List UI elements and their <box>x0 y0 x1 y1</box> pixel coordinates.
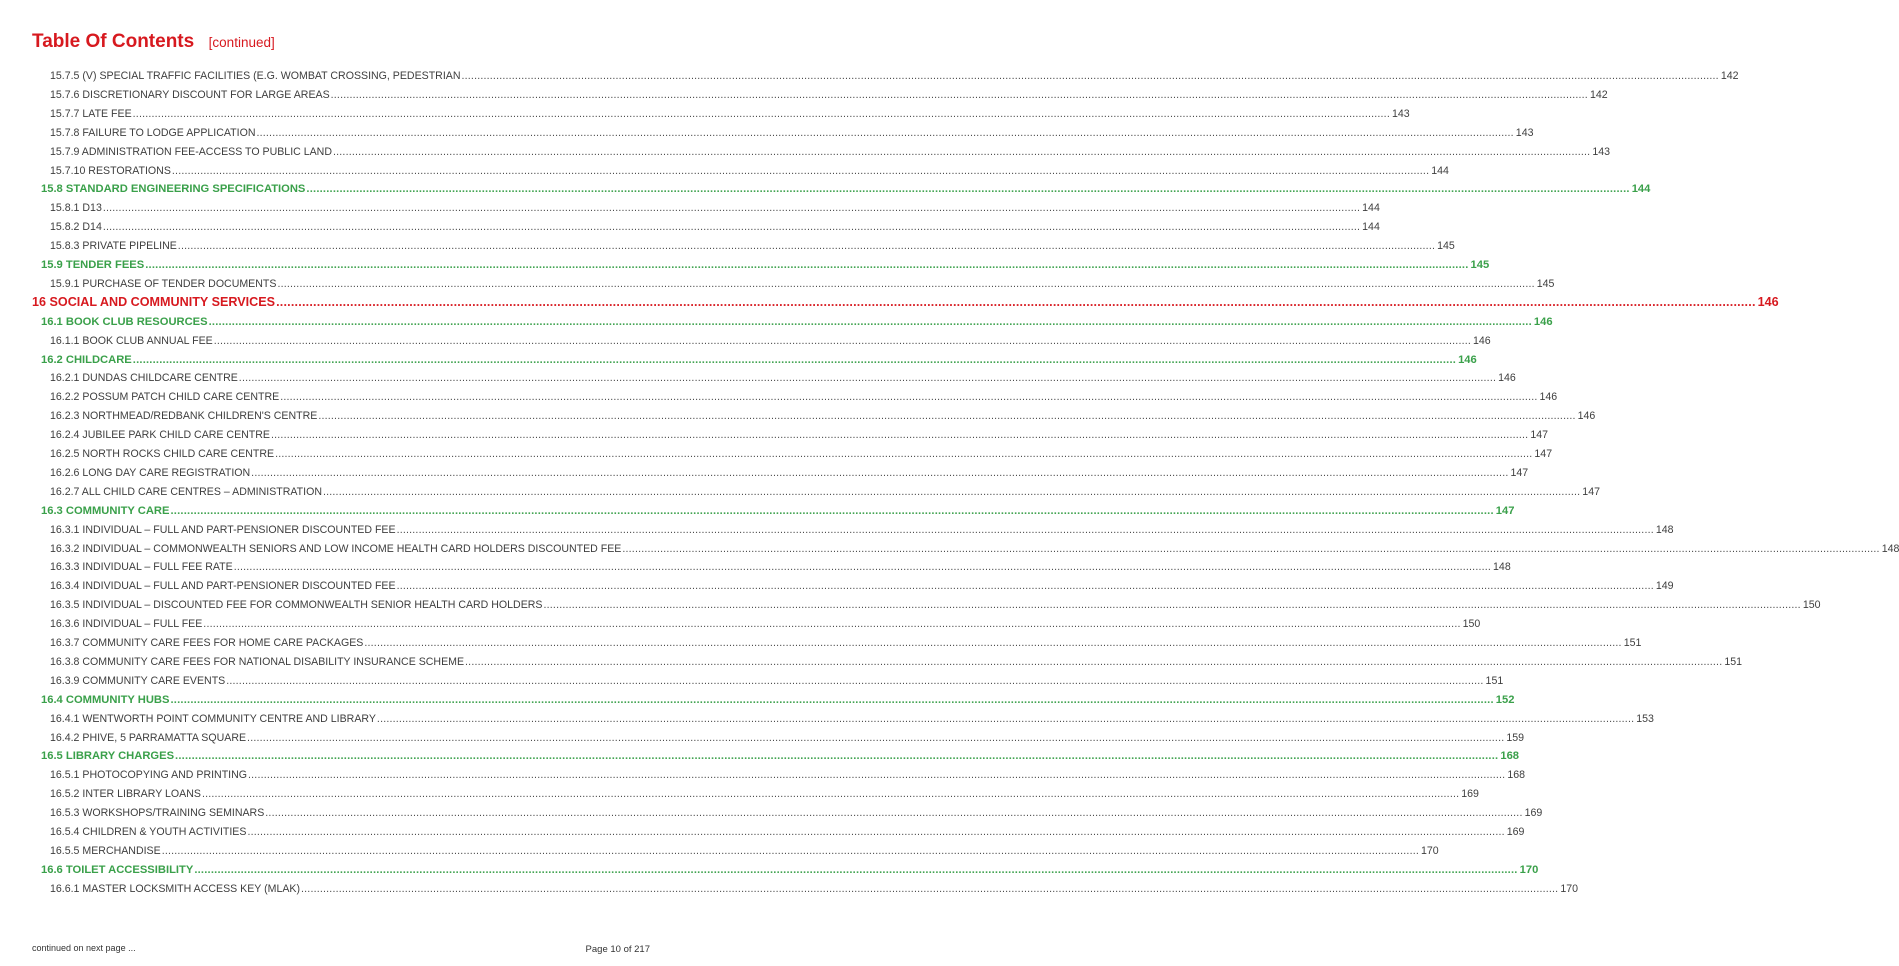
toc-entry-page: 168 <box>1500 750 1520 763</box>
toc-entry-label: 16.3.2 INDIVIDUAL – COMMONWEALTH SENIORS AND LOW INCOME HEALTH CARD HOLDERS DISCOUNTED FEE <box>50 542 622 555</box>
toc-entry-page: 148 <box>1655 523 1674 536</box>
toc-entry-page: 170 <box>1519 863 1539 876</box>
toc-entry[interactable] <box>50 63 1739 82</box>
toc-dot-leader: ................................................................................................................................................................................................................................................................................................................................................................................................................ <box>226 674 1484 687</box>
toc-entry-page: 169 <box>1461 788 1479 801</box>
toc-entry[interactable] <box>50 328 1491 347</box>
toc-entry-page: 142 <box>1589 88 1608 101</box>
toc-dot-leader: ................................................................................................................................................................................................................................................................................................................................................................................................................ <box>203 618 1461 631</box>
toc-entry-label: 16.2.6 LONG DAY CARE REGISTRATION <box>50 466 251 479</box>
toc-dot-leader: ................................................................................................................................................................................................................................................................................................................................................................................................................ <box>145 259 1469 271</box>
toc-entry[interactable] <box>50 819 1525 838</box>
toc-entry-page: 145 <box>1470 259 1490 271</box>
toc-dot-leader: ................................................................................................................................................................................................................................................................................................................................................................................................................ <box>201 788 1460 801</box>
toc-dot-leader: ................................................................................................................................................................................................................................................................................................................................................................................................................ <box>194 863 1518 876</box>
toc-entry-label: 16.5.4 CHILDREN & YOUTH ACTIVITIES <box>50 826 247 838</box>
toc-entry[interactable] <box>50 517 1674 536</box>
toc-entry[interactable] <box>50 592 1821 612</box>
toc-entry-page: 159 <box>1506 731 1525 744</box>
toc-entry-label: 15.7.9 ADMINISTRATION FEE-ACCESS TO PUBLIC LAND <box>50 145 332 158</box>
toc-entry[interactable] <box>50 479 1600 498</box>
toc-dot-leader: ................................................................................................................................................................................................................................................................................................................................................................................................................ <box>318 410 1576 423</box>
toc-dot-leader: ................................................................................................................................................................................................................................................................................................................................................................................................................ <box>102 221 1361 234</box>
toc-entry-label: 16.6.1 MASTER LOCKSMITH ACCESS KEY (MLAK) <box>50 882 301 895</box>
toc-entry-page: 146 <box>1539 391 1558 404</box>
toc-entry-page: 144 <box>1362 221 1380 234</box>
toc-dot-leader: ................................................................................................................................................................................................................................................................................................................................................................................................................ <box>247 731 1505 744</box>
toc-dot-leader: ................................................................................................................................................................................................................................................................................................................................................................................................................ <box>322 485 1581 498</box>
toc-entry-page: 168 <box>1507 769 1526 782</box>
toc-entry[interactable] <box>50 403 1596 423</box>
toc-entry[interactable] <box>50 158 1449 177</box>
toc-entry-page: 151 <box>1485 674 1504 687</box>
toc-dot-leader: ................................................................................................................................................................................................................................................................................................................................................................................................................ <box>271 429 1529 442</box>
toc-dot-leader: ................................................................................................................................................................................................................................................................................................................................................................................................................ <box>276 295 1756 310</box>
toc-entry-page: 144 <box>1631 183 1651 196</box>
toc-entry-label: 16.1 BOOK CLUB RESOURCES <box>41 315 208 328</box>
toc-entry-label: 16.5.2 INTER LIBRARY LOANS <box>50 788 201 801</box>
toc-dot-leader: ................................................................................................................................................................................................................................................................................................................................................................................................................ <box>461 70 1719 82</box>
toc-entry-page: 143 <box>1391 107 1410 120</box>
toc-entry-page: 148 <box>1493 561 1511 574</box>
toc-entry[interactable] <box>41 176 1651 196</box>
toc-entry[interactable] <box>50 384 1558 404</box>
toc-entry[interactable] <box>50 82 1608 101</box>
toc-entry-label: 16.3.3 INDIVIDUAL – FULL FEE RATE <box>50 561 233 574</box>
toc-entry-label: 16.5.1 PHOTOCOPYING AND PRINTING <box>50 769 248 782</box>
toc-entry[interactable] <box>50 573 1674 593</box>
toc-entry-label: 16.2.2 POSSUM PATCH CHILD CARE CENTRE <box>50 391 280 404</box>
toc-entry-page: 147 <box>1495 504 1515 517</box>
toc-entry[interactable] <box>50 101 1410 120</box>
toc-dot-leader: ................................................................................................................................................................................................................................................................................................................................................................................................................ <box>170 693 1494 706</box>
toc-entry-page: 147 <box>1530 429 1548 442</box>
toc-entry[interactable] <box>50 649 1743 668</box>
toc-dot-leader: ................................................................................................................................................................................................................................................................................................................................................................................................................ <box>208 315 1532 328</box>
toc-entry-page: 151 <box>1724 655 1743 668</box>
toc-entry-label: 16.4 COMMUNITY HUBS <box>41 693 170 706</box>
toc-entry-page: 149 <box>1655 580 1674 593</box>
toc-entry-page: 144 <box>1362 202 1380 215</box>
toc-entry-label: 16.2 CHILDCARE <box>41 353 132 366</box>
toc-entry[interactable] <box>41 687 1515 706</box>
toc-entry[interactable] <box>50 536 1899 555</box>
toc-entry[interactable] <box>50 139 1610 158</box>
toc-dot-leader: ................................................................................................................................................................................................................................................................................................................................................................................................................ <box>177 240 1436 253</box>
toc-entry-page: 147 <box>1582 485 1600 498</box>
toc-entry[interactable] <box>41 347 1477 366</box>
toc-entry-label: 16.2.1 DUNDAS CHILDCARE CENTRE <box>50 372 238 385</box>
toc-entry-page: 145 <box>1437 240 1455 253</box>
toc-dot-leader: ................................................................................................................................................................................................................................................................................................................................................................................................................ <box>102 202 1361 215</box>
toc-entry[interactable] <box>41 743 1520 763</box>
toc-dot-leader: ................................................................................................................................................................................................................................................................................................................................................................................................................ <box>132 107 1390 120</box>
toc-entry[interactable] <box>50 630 1642 649</box>
toc-entry-label: 16.3.8 COMMUNITY CARE FEES FOR NATIONAL DISABILITY INSURANCE SCHEME <box>50 655 465 668</box>
title-continued: [continued] <box>208 35 275 50</box>
toc-entry-page: 150 <box>1462 618 1481 631</box>
title-text: Table Of Contents <box>32 31 195 52</box>
toc-dot-leader: ................................................................................................................................................................................................................................................................................................................................................................................................................ <box>132 353 1457 366</box>
toc-entry[interactable] <box>50 838 1439 857</box>
toc-entry-label: 15.8.3 PRIVATE PIPELINE <box>50 240 177 253</box>
toc-entry-page: 153 <box>1636 712 1654 725</box>
toc-entry-label: 15.7.10 RESTORATIONS <box>50 164 171 177</box>
toc-entry-label: 16.5 LIBRARY CHARGES <box>41 750 175 763</box>
toc-dot-leader: ................................................................................................................................................................................................................................................................................................................................................................................................................ <box>396 523 1654 536</box>
toc-dot-leader: ................................................................................................................................................................................................................................................................................................................................................................................................................ <box>161 844 1419 857</box>
toc-dot-leader: ................................................................................................................................................................................................................................................................................................................................................................................................................ <box>280 391 1538 404</box>
toc-entry-page: 146 <box>1498 372 1516 385</box>
toc-entry-label: 16.3 COMMUNITY CARE <box>41 504 170 517</box>
toc-entry-label: 16.5.5 MERCHANDISE <box>50 844 161 857</box>
toc-entry[interactable] <box>50 611 1481 631</box>
toc-dot-leader: ................................................................................................................................................................................................................................................................................................................................................................................................................ <box>622 542 1880 555</box>
toc-entry[interactable] <box>50 800 1543 820</box>
toc-entry-label: 16.3.4 INDIVIDUAL – FULL AND PART-PENSIONER DISCOUNTED FEE <box>50 580 396 593</box>
toc-entry-label: 16.3.1 INDIVIDUAL – FULL AND PART-PENSIONER DISCOUNTED FEE <box>50 523 396 536</box>
toc-entry[interactable] <box>50 195 1380 215</box>
toc-entry-label: 15.7.8 FAILURE TO LODGE APPLICATION <box>50 126 256 139</box>
toc-entry[interactable] <box>50 441 1553 460</box>
continued-note: continued on next page ... <box>32 943 136 953</box>
page-title <box>32 31 275 53</box>
toc-entry-page: 169 <box>1506 826 1525 838</box>
toc-entry[interactable] <box>50 233 1455 253</box>
toc-entry[interactable] <box>41 309 1553 328</box>
toc-entry[interactable] <box>41 252 1490 271</box>
toc-entry-label: 15.8 STANDARD ENGINEERING SPECIFICATIONS <box>41 183 306 196</box>
toc-entry-label: 16.3.9 COMMUNITY CARE EVENTS <box>50 674 226 687</box>
toc-entry-label: 16.2.3 NORTHMEAD/REDBANK CHILDREN'S CENTRE <box>50 410 318 423</box>
toc-entry[interactable] <box>32 290 1779 310</box>
toc-entry-label: 15.8.1 D13 <box>50 202 102 215</box>
toc-dot-leader: ................................................................................................................................................................................................................................................................................................................................................................................................................ <box>330 88 1588 101</box>
toc-dot-leader: ................................................................................................................................................................................................................................................................................................................................................................................................................ <box>256 126 1514 139</box>
toc-entry-label: 16.5.3 WORKSHOPS/TRAINING SEMINARS <box>50 807 265 820</box>
toc-entry-page: 145 <box>1536 277 1555 290</box>
toc-entry-label: 16.6 TOILET ACCESSIBILITY <box>41 863 194 876</box>
toc-dot-leader: ................................................................................................................................................................................................................................................................................................................................................................................................................ <box>275 448 1533 460</box>
toc-entry-label: 16.4.2 PHIVE, 5 PARRAMATTA SQUARE <box>50 731 247 744</box>
toc-entry[interactable] <box>50 876 1579 895</box>
toc-dot-leader: ................................................................................................................................................................................................................................................................................................................................................................................................................ <box>233 561 1492 574</box>
toc-entry[interactable] <box>50 365 1516 385</box>
toc-entry[interactable] <box>41 498 1515 517</box>
toc-entry[interactable] <box>41 857 1539 876</box>
toc-entry-page: 142 <box>1720 70 1739 82</box>
toc-entry-label: 16.1.1 BOOK CLUB ANNUAL FEE <box>50 334 213 347</box>
toc-entry[interactable] <box>50 214 1380 234</box>
toc-entry-page: 170 <box>1421 844 1439 857</box>
toc-entry[interactable] <box>50 422 1548 442</box>
toc-entry-page: 146 <box>1757 295 1779 310</box>
toc-entry-label: 15.8.2 D14 <box>50 221 102 234</box>
toc-entry-page: 147 <box>1510 466 1529 479</box>
toc-entry-page: 150 <box>1802 599 1821 612</box>
toc-entry-label: 16.3.7 COMMUNITY CARE FEES FOR HOME CARE PACKAGES <box>50 637 364 649</box>
toc-entry[interactable] <box>50 668 1504 687</box>
toc-entry-page: 146 <box>1577 410 1596 423</box>
toc-entry-label: 15.7.6 DISCRETIONARY DISCOUNT FOR LARGE AREAS <box>50 88 330 101</box>
toc-entry-label: 15.9.1 PURCHASE OF TENDER DOCUMENTS <box>50 277 277 290</box>
toc-dot-leader: ................................................................................................................................................................................................................................................................................................................................................................................................................ <box>248 769 1506 782</box>
toc-dot-leader: ................................................................................................................................................................................................................................................................................................................................................................................................................ <box>277 277 1535 290</box>
toc-entry-page: 148 <box>1881 542 1899 555</box>
toc-entry-label: 15.7.7 LATE FEE <box>50 107 132 120</box>
toc-entry-label: 16.2.5 NORTH ROCKS CHILD CARE CENTRE <box>50 448 275 460</box>
toc-entry-page: 143 <box>1592 145 1610 158</box>
toc-dot-leader: ................................................................................................................................................................................................................................................................................................................................................................................................................ <box>175 750 1499 763</box>
toc-dot-leader: ................................................................................................................................................................................................................................................................................................................................................................................................................ <box>251 466 1509 479</box>
toc-dot-leader: ................................................................................................................................................................................................................................................................................................................................................................................................................ <box>465 655 1723 668</box>
toc-entry-page: 146 <box>1473 334 1491 347</box>
toc-dot-leader: ................................................................................................................................................................................................................................................................................................................................................................................................................ <box>396 580 1654 593</box>
toc-entry-label: 16 SOCIAL AND COMMUNITY SERVICES <box>32 295 276 310</box>
toc-dot-leader: ................................................................................................................................................................................................................................................................................................................................................................................................................ <box>376 712 1635 725</box>
toc-dot-leader: ................................................................................................................................................................................................................................................................................................................................................................................................................ <box>265 807 1523 820</box>
toc-entry-page: 151 <box>1623 637 1642 649</box>
toc-dot-leader: ................................................................................................................................................................................................................................................................................................................................................................................................................ <box>170 504 1494 517</box>
toc-dot-leader: ................................................................................................................................................................................................................................................................................................................................................................................................................ <box>364 637 1622 649</box>
toc-dot-leader: ................................................................................................................................................................................................................................................................................................................................................................................................................ <box>213 334 1472 347</box>
toc-dot-leader: ................................................................................................................................................................................................................................................................................................................................................................................................................ <box>247 826 1505 838</box>
toc-entry[interactable] <box>50 120 1534 139</box>
toc-entry-page: 147 <box>1534 448 1553 460</box>
toc-entry[interactable] <box>50 725 1525 744</box>
toc-entry-label: 16.3.6 INDIVIDUAL – FULL FEE <box>50 618 203 631</box>
toc-entry[interactable] <box>50 706 1654 725</box>
toc-dot-leader: ................................................................................................................................................................................................................................................................................................................................................................................................................ <box>238 372 1497 385</box>
toc-entry-page: 143 <box>1515 126 1534 139</box>
toc-entry[interactable] <box>50 781 1479 801</box>
toc-entry-page: 170 <box>1560 882 1579 895</box>
toc-dot-leader: ................................................................................................................................................................................................................................................................................................................................................................................................................ <box>171 164 1430 177</box>
toc-entry-label: 16.4.1 WENTWORTH POINT COMMUNITY CENTRE AND LIBRARY <box>50 712 376 725</box>
page-number: Page 10 of 217 <box>585 944 650 955</box>
toc-entry[interactable] <box>50 460 1529 479</box>
toc-entry-label: 15.9 TENDER FEES <box>41 259 145 271</box>
toc-dot-leader: ................................................................................................................................................................................................................................................................................................................................................................................................................ <box>333 145 1591 158</box>
toc-dot-leader: ................................................................................................................................................................................................................................................................................................................................................................................................................ <box>306 183 1630 196</box>
toc-entry[interactable] <box>50 554 1511 574</box>
toc-entry-page: 146 <box>1533 315 1553 328</box>
toc-entry-page: 152 <box>1495 693 1515 706</box>
toc-dot-leader: ................................................................................................................................................................................................................................................................................................................................................................................................................ <box>301 882 1559 895</box>
toc-entry[interactable] <box>50 271 1555 290</box>
toc-dot-leader: ................................................................................................................................................................................................................................................................................................................................................................................................................ <box>543 599 1801 612</box>
toc-entry-label: 16.2.7 ALL CHILD CARE CENTRES – ADMINISTRATION <box>50 485 322 498</box>
toc-entry[interactable] <box>50 762 1526 782</box>
toc-entry-page: 146 <box>1458 353 1477 366</box>
toc-entry-page: 144 <box>1431 164 1449 177</box>
toc-entry-label: 16.3.5 INDIVIDUAL – DISCOUNTED FEE FOR COMMONWEALTH SENIOR HEALTH CARD HOLDERS <box>50 599 543 612</box>
toc-entry-page: 169 <box>1524 807 1543 820</box>
toc-entry-label: 15.7.5 (V) SPECIAL TRAFFIC FACILITIES (E.G. WOMBAT CROSSING, PEDESTRIAN <box>50 70 461 82</box>
toc-entry-label: 16.2.4 JUBILEE PARK CHILD CARE CENTRE <box>50 429 270 442</box>
